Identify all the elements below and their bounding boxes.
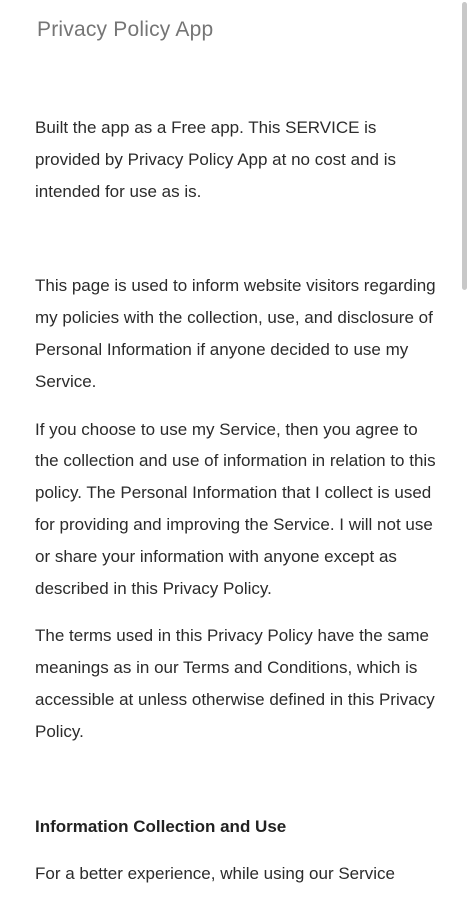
information-collection-paragraph: For a better experience, while using our Service: [35, 864, 396, 884]
purpose-paragraph: This page is used to inform website visitors regarding my policies with the collection, use, and disclosure of Personal Information if anyone decided to use my Service.: [35, 276, 436, 391]
scrollbar-thumb[interactable]: [462, 2, 467, 290]
consent-paragraph: If you choose to use my Service, then you agree to the collection and use of information in relation to this policy. The Personal Information that I collect is used for providing and improving the Service. I will not use or share your information with anyone except as described in this Privacy Policy.: [35, 419, 436, 598]
intro-paragraph: Built the app as a Free app. This SERVICE is provided by Privacy Policy App at no cost and is intended for use as is.: [35, 118, 396, 201]
vertical-scrollbar[interactable]: [461, 0, 469, 900]
policy-content: [35, 112, 440, 890]
terms-paragraph: The terms used in this Privacy Policy have the same meanings as in our Terms and Conditions, which is accessible at unless otherwise defined in this Privacy Policy.: [35, 626, 435, 741]
app-title: Privacy Policy App: [37, 18, 214, 41]
section-heading-information-collection: Information Collection and Use: [35, 816, 287, 836]
